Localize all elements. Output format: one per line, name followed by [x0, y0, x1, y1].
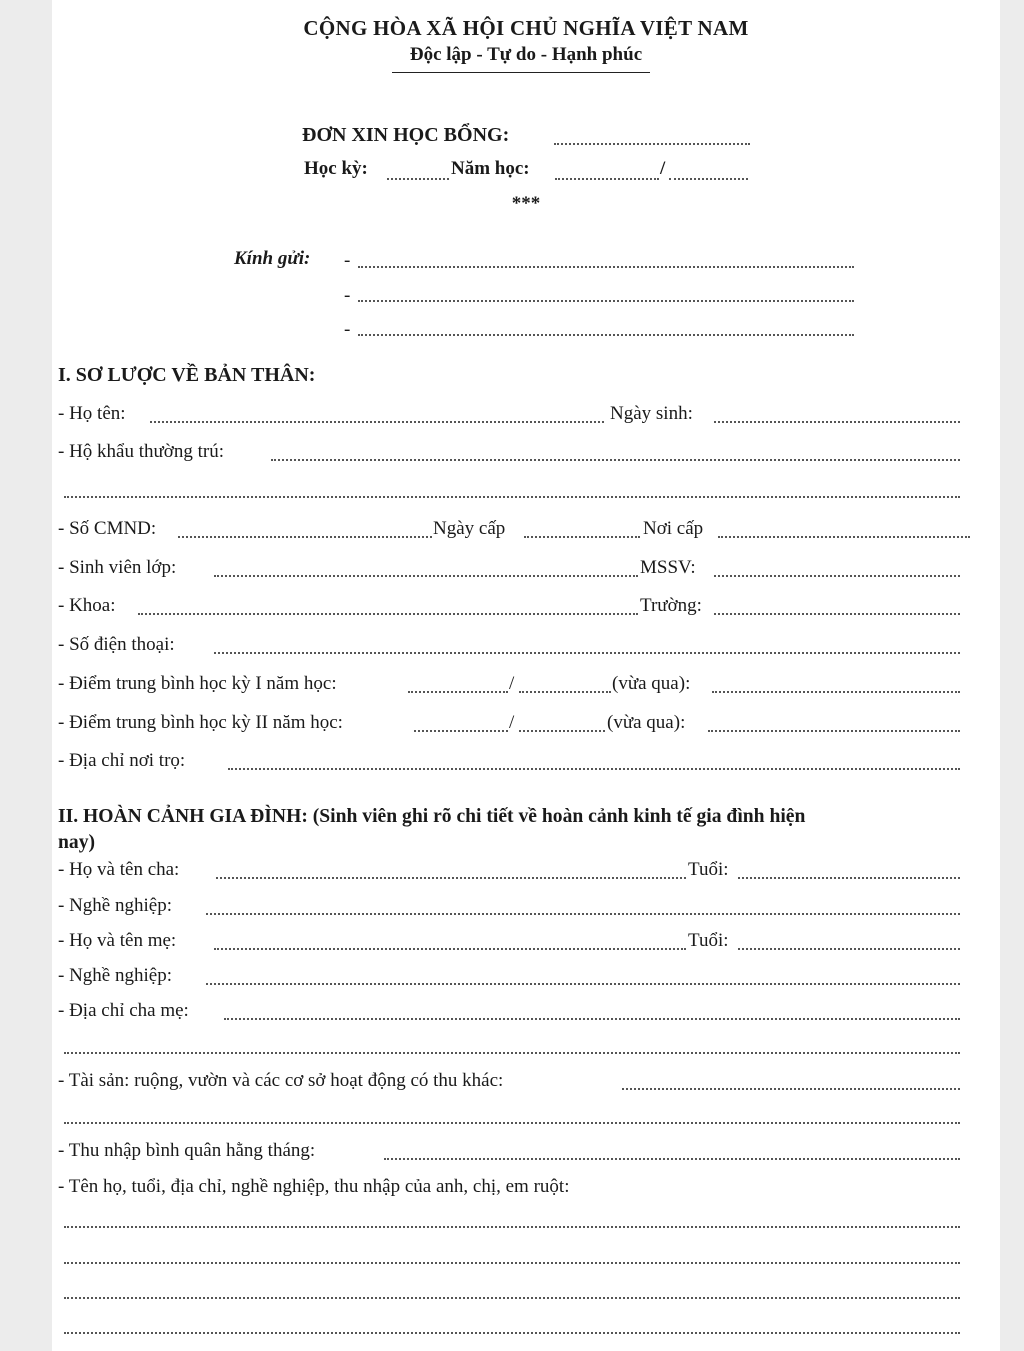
siblings-blank-1[interactable]	[64, 1226, 960, 1228]
gpa-sem2-recent-label: (vừa qua):	[607, 712, 686, 733]
gpa-sem1-recent-label: (vừa qua):	[612, 673, 691, 694]
motto-underline	[392, 72, 650, 73]
assets-blank[interactable]	[622, 1088, 960, 1090]
residence-blank[interactable]	[271, 459, 960, 461]
gpa-sem1-year-end-blank[interactable]	[519, 691, 611, 693]
phone-label: - Số điện thoại:	[58, 634, 175, 655]
parents-address-label: - Địa chỉ cha mẹ:	[58, 1000, 189, 1021]
student-class-label: - Sinh viên lớp:	[58, 557, 177, 578]
recipient-dash: -	[344, 319, 351, 340]
gpa-semester-2-label: - Điểm trung bình học kỳ II năm học:	[58, 712, 343, 733]
student-id-blank[interactable]	[714, 575, 960, 577]
id-number-blank[interactable]	[178, 536, 432, 538]
father-occupation-label: - Nghề nghiệp:	[58, 895, 172, 916]
father-age-blank[interactable]	[738, 877, 960, 879]
faculty-blank[interactable]	[138, 613, 638, 615]
siblings-blank-3[interactable]	[64, 1297, 960, 1299]
father-occupation-blank[interactable]	[206, 913, 960, 915]
gpa-sem2-year-end-blank[interactable]	[519, 730, 605, 732]
recipient-blank-3[interactable]	[358, 334, 854, 336]
siblings-blank-2[interactable]	[64, 1262, 960, 1264]
mother-name-blank[interactable]	[214, 948, 686, 950]
recipient-dash: -	[344, 250, 351, 271]
mother-occupation-label: - Nghề nghiệp:	[58, 965, 172, 986]
full-name-label: - Họ tên:	[58, 403, 126, 424]
school-blank[interactable]	[714, 613, 960, 615]
scholarship-name-blank[interactable]	[554, 143, 750, 145]
mother-age-label: Tuổi:	[688, 930, 729, 951]
mother-occupation-blank[interactable]	[206, 983, 960, 985]
residence-blank-2[interactable]	[64, 496, 960, 498]
gpa-sem2-slash: /	[509, 712, 515, 733]
issue-place-label: Nơi cấp	[643, 518, 704, 539]
monthly-income-label: - Thu nhập bình quân hằng tháng:	[58, 1140, 316, 1161]
full-name-blank[interactable]	[150, 421, 604, 423]
siblings-blank-4[interactable]	[64, 1332, 960, 1334]
dob-blank[interactable]	[714, 421, 960, 423]
father-age-label: Tuổi:	[688, 859, 729, 880]
gpa-sem1-slash: /	[509, 673, 515, 694]
gpa-sem2-score-blank[interactable]	[708, 730, 960, 732]
application-form-page	[52, 0, 1000, 1351]
semester-blank[interactable]	[387, 178, 449, 180]
dob-label: Ngày sinh:	[610, 403, 693, 424]
issue-place-blank[interactable]	[718, 536, 970, 538]
mother-name-label: - Họ và tên mẹ:	[58, 930, 177, 951]
student-class-blank[interactable]	[214, 575, 638, 577]
siblings-info-label: - Tên họ, tuổi, địa chỉ, nghề nghiệp, thu nhập của anh, chị, em ruột:	[58, 1176, 570, 1197]
assets-label: - Tài sản: ruộng, vườn và các cơ sở hoạt động có thu khác:	[58, 1070, 504, 1091]
father-name-blank[interactable]	[216, 877, 686, 879]
section-1-heading: I. SƠ LƯỢC VỀ BẢN THÂN:	[58, 364, 316, 386]
recipient-blank-2[interactable]	[358, 300, 854, 302]
section-2-heading-continued: nay)	[58, 832, 96, 853]
issue-date-blank[interactable]	[524, 536, 640, 538]
school-year-end-blank[interactable]	[669, 178, 748, 180]
parents-address-blank[interactable]	[224, 1018, 960, 1020]
father-name-label: - Họ và tên cha:	[58, 859, 180, 880]
national-title: CỘNG HÒA XÃ HỘI CHỦ NGHĨA VIỆT NAM	[303, 16, 749, 40]
separator-stars: ***	[511, 193, 541, 214]
student-id-label: MSSV:	[640, 557, 696, 578]
school-label: Trường:	[640, 595, 702, 616]
section-2-heading: II. HOÀN CẢNH GIA ĐÌNH: (Sinh viên ghi rõ chi tiết về hoàn cảnh kinh tế gia đình hiện	[58, 806, 806, 827]
recipient-label: Kính gửi:	[234, 248, 311, 269]
form-title: ĐƠN XIN HỌC BỔNG:	[302, 124, 510, 146]
gpa-sem2-year-start-blank[interactable]	[414, 730, 508, 732]
gpa-semester-1-label: - Điểm trung bình học kỳ I năm học:	[58, 673, 337, 694]
gpa-sem1-year-start-blank[interactable]	[408, 691, 508, 693]
national-motto: Độc lập - Tự do - Hạnh phúc	[409, 44, 643, 65]
school-year-start-blank[interactable]	[555, 178, 659, 180]
id-number-label: - Số CMND:	[58, 518, 157, 539]
school-year-label: Năm học:	[451, 158, 530, 179]
residence-label: - Hộ khẩu thường trú:	[58, 441, 224, 462]
lodging-address-blank[interactable]	[228, 768, 960, 770]
monthly-income-blank[interactable]	[384, 1158, 960, 1160]
parents-address-blank-2[interactable]	[64, 1052, 960, 1054]
assets-blank-2[interactable]	[64, 1122, 960, 1124]
school-year-slash: /	[660, 158, 666, 179]
phone-blank[interactable]	[214, 652, 960, 654]
recipient-blank-1[interactable]	[358, 266, 854, 268]
faculty-label: - Khoa:	[58, 595, 116, 616]
semester-label: Học kỳ:	[304, 158, 368, 179]
recipient-dash: -	[344, 285, 351, 306]
gpa-sem1-score-blank[interactable]	[712, 691, 960, 693]
lodging-address-label: - Địa chỉ nơi trọ:	[58, 750, 186, 771]
issue-date-label: Ngày cấp	[433, 518, 506, 539]
mother-age-blank[interactable]	[738, 948, 960, 950]
